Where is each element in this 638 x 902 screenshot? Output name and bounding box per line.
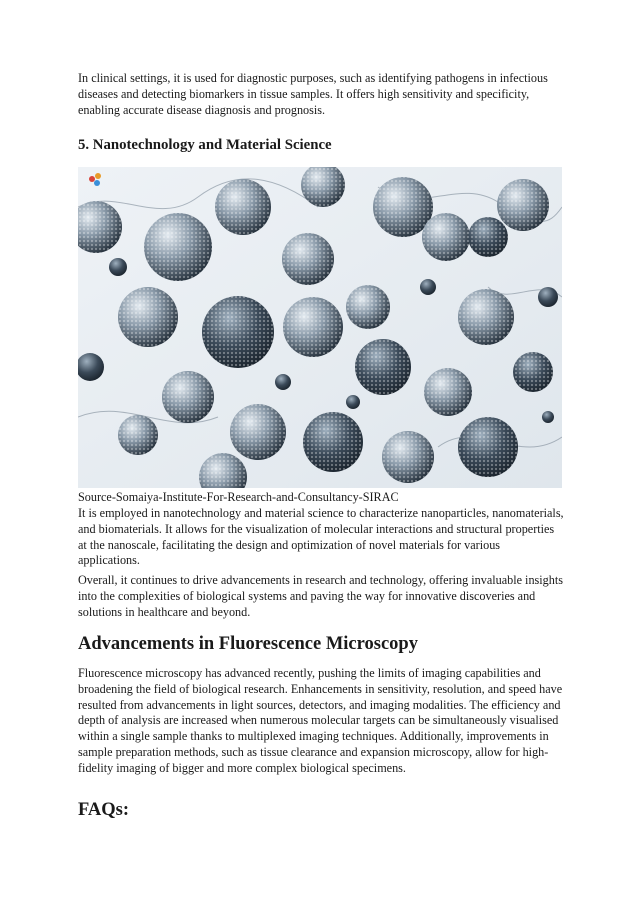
paragraph-nanotechnology: It is employed in nanotechnology and material science to characterize nanoparticles, nanomaterials, and biomaterials. It allows for the visualization of molecular interactions and structural properties at the nanoscale, facilitating the design and optimization of novel materials for various applications. — [78, 506, 564, 568]
paragraph-overall: Overall, it continues to drive advancements in research and technology, offering invaluable insights into the complexities of biological systems and paving the way for innovative discoveries and solutions in healthcare and beyond. — [78, 573, 563, 619]
heading-nanotechnology: 5. Nanotechnology and Material Science — [78, 137, 332, 153]
nanoparticle-image — [78, 167, 562, 488]
heading-advancements: Advancements in Fluorescence Microscopy — [78, 634, 418, 654]
paragraph-clinical: In clinical settings, it is used for diagnostic purposes, such as identifying pathogens in infectious diseases and detecting biomarkers in tissue samples. It offers high sensitivity and specificity, enabling accurate disease diagnosis and prognosis. — [78, 71, 548, 117]
heading-faqs: FAQs: — [78, 800, 130, 820]
figure-caption: Source-Somaiya-Institute-For-Research-and-Consultancy-SIRAC — [78, 490, 399, 504]
paragraph-advancements: Fluorescence microscopy has advanced recently, pushing the limits of imaging capabilities and broadening the field of biological research. Enhancements in sensitivity, resolution, and speed have resulted from advancements in light sources, detectors, and imaging modalities. The efficiency and depth of analysis are increased when numerous molecular targets can be simultaneously visualised within a single sample thanks to multiplexed imaging techniques. Additionally, improvements in sample preparation methods, such as tissue clearance and expansion microscopy, allow for high-fidelity imaging of bigger and more complex biological specimens. — [78, 666, 563, 775]
